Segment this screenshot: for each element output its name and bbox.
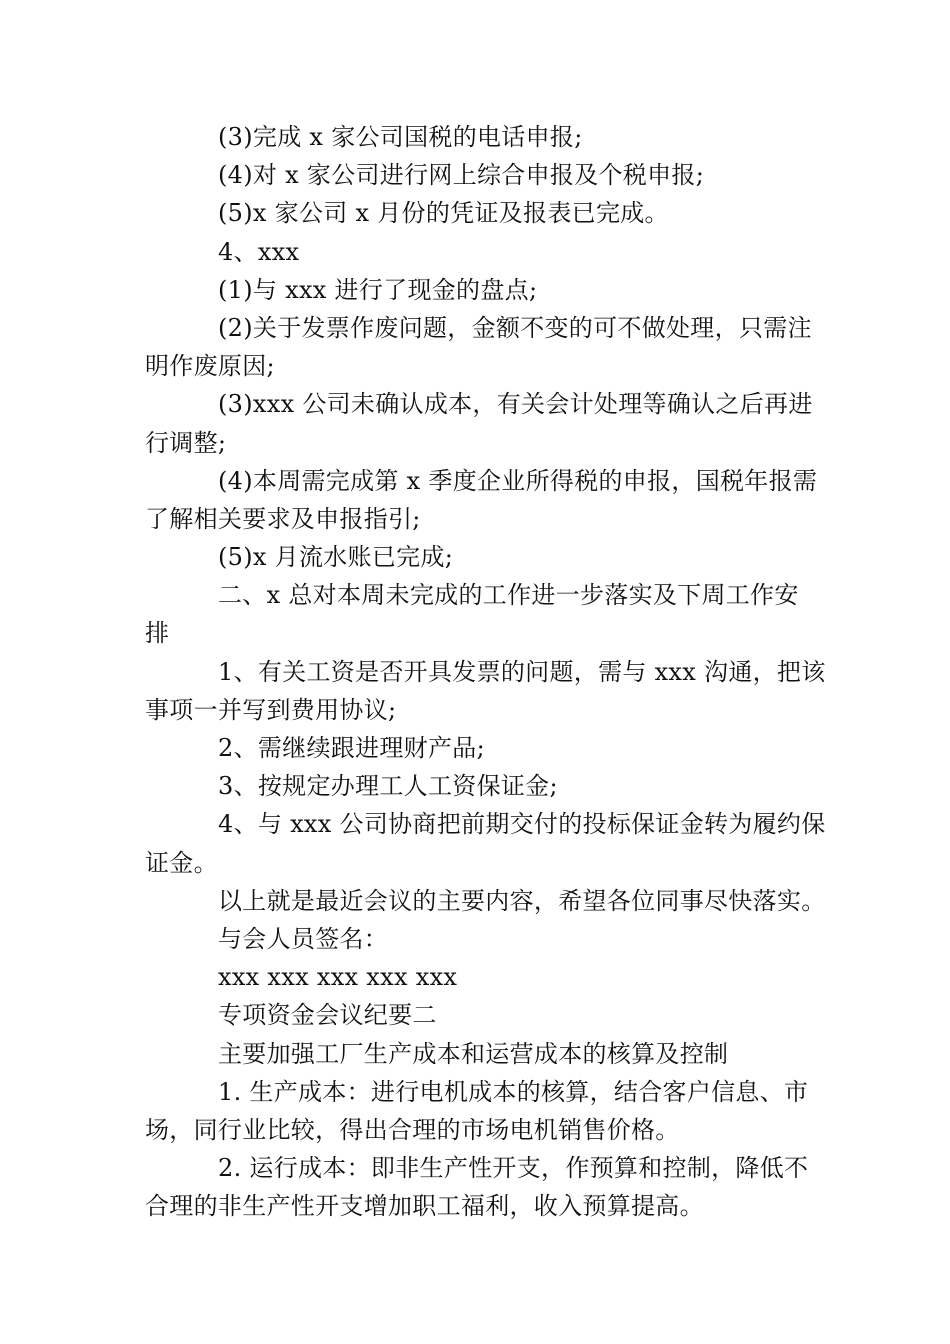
- text-line: 1. 生产成本：进行电机成本的核算，结合客户信息、市: [218, 1077, 809, 1106]
- section-heading: 4、xxx: [218, 237, 300, 266]
- text-line: 合理的非生产性开支增加职工福利，收入预算提高。: [145, 1192, 704, 1221]
- text-line: (1)与 xxx 进行了现金的盘点;: [218, 275, 538, 304]
- text-line: 2. 运行成本：即非生产性开支，作预算和控制，降低不: [218, 1154, 809, 1183]
- text-line: (3)完成 x 家公司国税的电话申报;: [218, 123, 583, 151]
- signature-names: xxx xxx xxx xxx xxx: [218, 963, 458, 992]
- signature-label: 与会人员签名：: [218, 924, 389, 953]
- text-line: 事项一并写到费用协议;: [145, 695, 397, 724]
- text-line: (2)关于发票作废问题，金额不变的可不做处理，只需注: [218, 313, 812, 342]
- text-line: (4)本周需完成第 x 季度企业所得税的申报，国税年报需: [218, 466, 818, 495]
- text-line: 主要加强工厂生产成本和运营成本的核算及控制: [218, 1039, 729, 1068]
- text-line: 场，同行业比较，得出合理的市场电机销售价格。: [145, 1115, 680, 1144]
- text-line: 明作废原因;: [145, 352, 275, 381]
- text-line: 行调整;: [145, 428, 227, 457]
- text-line: (5)x 月流水账已完成;: [218, 543, 454, 572]
- text-line: 3、按规定办理工人工资保证金;: [218, 772, 558, 801]
- section-heading-continued: 排: [145, 619, 170, 648]
- text-line: 1、有关工资是否开具发票的问题，需与 xxx 沟通，把该: [218, 657, 826, 686]
- text-line: (5)x 家公司 x 月份的凭证及报表已完成。: [218, 199, 669, 228]
- text-line: (4)对 x 家公司进行网上综合申报及个税申报;: [218, 161, 705, 190]
- section-title: 专项资金会议纪要二: [218, 1001, 437, 1030]
- text-line: 4、与 xxx 公司协商把前期交付的投标保证金转为履约保: [218, 810, 826, 839]
- section-heading: 二、x 总对本周未完成的工作进一步落实及下周工作安: [218, 581, 799, 610]
- closing-line: 以上就是最近会议的主要内容，希望各位同事尽快落实。: [218, 886, 826, 915]
- text-line: 2、需继续跟进理财产品;: [218, 734, 485, 762]
- document-body: [145, 118, 826, 1225]
- text-line: (3)xxx 公司未确认成本，有关会计处理等确认之后再进: [218, 390, 813, 419]
- text-line: 证金。: [145, 848, 218, 877]
- text-line: 了解相关要求及申报指引;: [145, 504, 421, 533]
